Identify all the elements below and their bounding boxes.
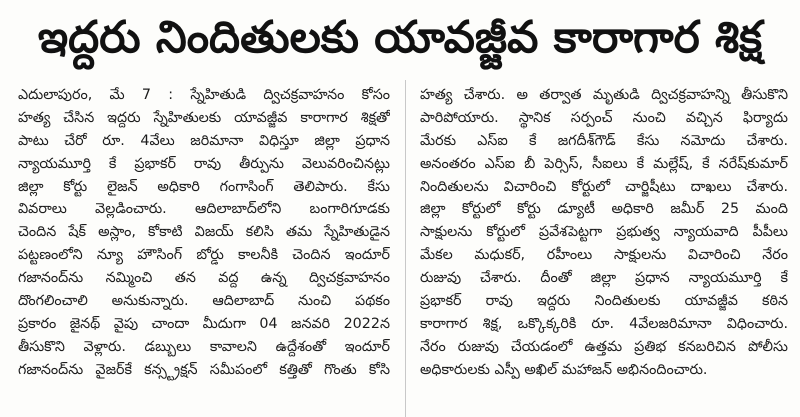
article-line: రుజువు చేశారు. దీంతో జిల్లా ప్రధాన న్యాయమూర్తి కే (420, 270, 788, 287)
article-line: ప్రకారం జైనథ్ వైపు చాందా మీదుగా 04 జనవరి 2022న (18, 315, 390, 332)
article-line: తీసుకొని వెళ్లారు. డబ్బులు కావాలని ఉద్దేశంతో ఇందూర్ (18, 338, 390, 355)
article-line: అధికారులకు ఎస్పీ అఖిల్ మహాజన్ అభినందించారు. (420, 361, 708, 378)
article-line: ప్రభాకర్ రావు ఇద్దరు నిందితులకు యావజ్జీవ కఠిన (420, 293, 788, 310)
article-line: పట్టణంలోని న్యూ హౌసింగ్ బోర్డు కాలనీకి చెందిన ఇందూర్ (18, 247, 390, 264)
article-line: పాటు చేరో రూ. 4వేలు జరిమానా విధిస్తూ జిల్లా ప్రధాన (18, 132, 390, 149)
article-line: జిల్లా కోర్టులో కోర్టు డ్యూటీ అధికారి జమీర్ 25 మంది (420, 201, 788, 218)
column-divider (405, 80, 406, 417)
article-line: ఎదులాపురం, మే 7 : స్నేహితుడి ద్విచక్రవాహనం కోసం (18, 87, 390, 103)
article-line: వివరాలు వెల్లడించారు. ఆదిలాబాద్‌లోని బంగారిగూడకు (18, 201, 390, 218)
article-line: జిల్లా కోర్టు లైజన్ అధికారి గంగాసింగ్ తెలిపారు. కేసు (18, 178, 390, 195)
article-line: కారాగార శిక్ష, ఒక్కొక్కరికి రూ. 4వేలజరిమానా విధించారు. (420, 315, 788, 332)
article-line: న్యాయమూర్తి కే ప్రభాకర్ రావు తీర్పును వెలువరించినట్లు (18, 155, 390, 172)
article-line: మేరకు ఎస్ఐ కే జగదీశ్‌గౌడ్ కేసు నమోదు చేశారు. (420, 132, 788, 149)
article-line: పారిపోయారు. స్థానిక సర్పంచ్ నుంచి వచ్చిన ఫిర్యాదు (420, 109, 788, 126)
article-line: హత్య చేసిన ఇద్దరు స్నేహితులకు యావజ్జీవ కారాగార శిక్షతో (18, 109, 390, 126)
article-line: గజానంద్‌ను వైజర్‌కే కన్స్ట్రక్షన్ సమీపంలో కత్తితో గొంతు కోసి (18, 361, 390, 378)
article-line: సాక్షులను కోర్టులో ప్రవేశపెట్టగా ప్రభుత్వ న్యాయవాది పీపీలు (420, 224, 788, 241)
headline: ఇద్దరు నిందితులకు యావజ్జీవ కారాగార శిక్ష (37, 12, 763, 63)
article-line: నేరం రుజువు చేయడంలో ఉత్తమ ప్రతిభ కనబరిచిన పోలీసు (420, 338, 788, 355)
article-line: అనంతరం ఎస్ఐ బీ పెర్సిస్, సీఐలు కే మల్లేష్, కే నరేష్‌కుమార్ (420, 155, 788, 172)
article-line: చెందిన షేక్ అస్లాం, కోకాటి విజయ్ కలిసి తమ స్నేహితుడైన (18, 224, 390, 241)
article-column-right (420, 84, 788, 382)
article-line: మేకల మధుకర్, రహీంలు సాక్షులను విచారించి నేరం (420, 247, 788, 264)
article-line: దొంగలించాలి అనుకున్నారు. ఆదిలాబాద్ నుంచి పథకం (18, 293, 390, 310)
article-line: హత్య చేశారు. అ తర్వాత మృతుడి ద్విచక్రవాహన్ని తీసుకొని (420, 87, 788, 103)
article-line: గజానంద్‌ను నమ్మించి తన వద్ద ఉన్న ద్విచక్రవాహనం (18, 270, 390, 287)
article-column-left (18, 84, 390, 382)
article-line: నిందితులను విచారించి కోర్టులో చార్జిషీటు దాఖలు చేశారు. (420, 178, 788, 195)
